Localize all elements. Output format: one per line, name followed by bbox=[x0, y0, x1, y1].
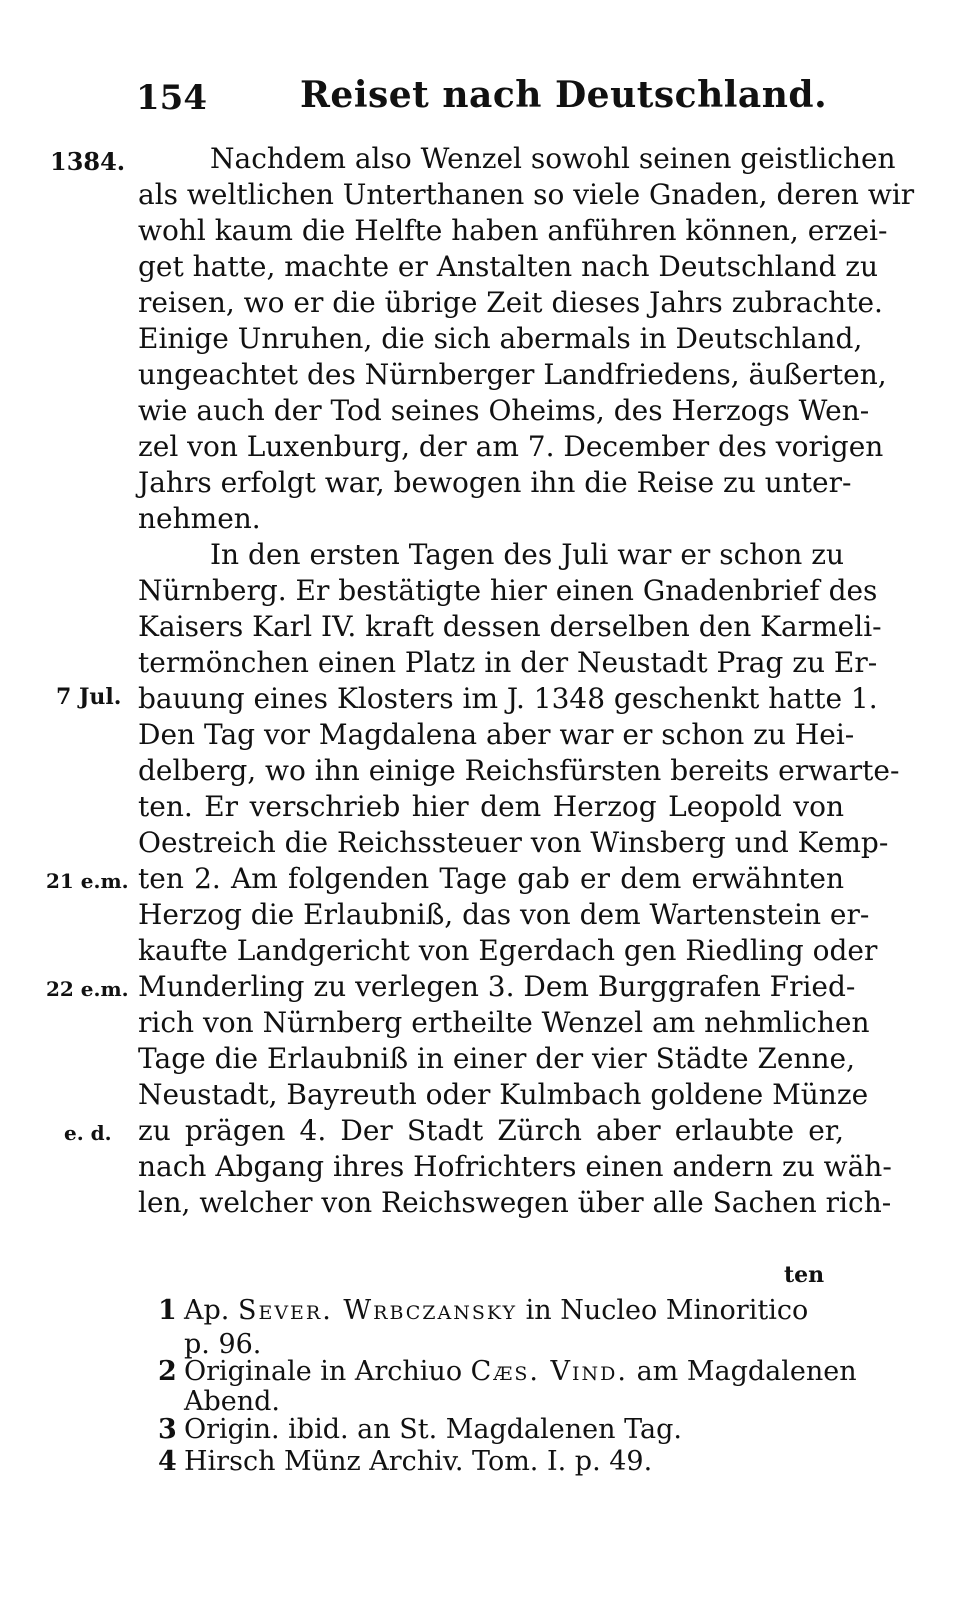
footnote-text: am Magdalenen bbox=[627, 1356, 857, 1387]
text-line: ungeachtet des Nürnberger Landfriedens, äußerten, bbox=[138, 358, 887, 391]
text-line: reisen, wo er die übrige Zeit dieses Jahrs zubrachte. bbox=[138, 286, 883, 319]
text-line: Nachdem also Wenzel sowohl seinen geistlichen bbox=[210, 142, 896, 175]
text-line: bauung eines Klosters im J. 1348 geschenkt hatte 1. bbox=[138, 682, 878, 715]
catchword: ten bbox=[784, 1262, 825, 1288]
footnote-number: 2 bbox=[158, 1356, 177, 1387]
text-line: Einige Unruhen, die sich abermals in Deutschland, bbox=[138, 322, 863, 355]
footnote-number: 1 bbox=[158, 1295, 177, 1326]
footnote-text: Ap. bbox=[184, 1295, 238, 1326]
text-line: nach Abgang ihres Hofrichters einen andern zu wäh- bbox=[138, 1150, 892, 1183]
text-line: Nürnberg. Er bestätigte hier einen Gnadenbrief des bbox=[138, 574, 878, 607]
text-line: zel von Luxenburg, der am 7. December des vorigen bbox=[138, 430, 884, 463]
text-line: Neustadt, Bayreuth oder Kulmbach goldene Münze bbox=[138, 1078, 869, 1111]
footnote-text: in Nucleo Minoritico bbox=[517, 1295, 809, 1326]
text-line: termönchen einen Platz in der Neustadt Prag zu Er- bbox=[138, 646, 878, 679]
footnote-smallcaps: Sever. Wrbczansky bbox=[237, 1295, 518, 1326]
footnote-number: 4 bbox=[158, 1446, 177, 1477]
text-line: Den Tag vor Magdalena aber war er schon zu Hei- bbox=[138, 718, 855, 751]
text-line: delberg, wo ihn einige Reichsfürsten bereits erwarte- bbox=[138, 754, 900, 787]
text-line: Kaisers Karl IV. kraft dessen derselben den Karmeli- bbox=[138, 610, 882, 643]
footnote bbox=[158, 1355, 857, 1389]
footnote bbox=[158, 1294, 808, 1328]
margin-note-year: 1384. bbox=[50, 147, 126, 176]
text-line: Munderling zu verlegen 3. Dem Burggrafen Fried- bbox=[138, 970, 856, 1003]
text-line: get hatte, machte er Anstalten nach Deutschland zu bbox=[138, 250, 879, 283]
text-line: Herzog die Erlaubniß, das von dem Wartenstein er- bbox=[138, 898, 870, 931]
footnote-smallcaps: Cæs. Vind. bbox=[470, 1356, 628, 1387]
text-line: wie auch der Tod seines Oheims, des Herzogs Wen- bbox=[138, 394, 870, 427]
margin-note-ed: e. d. bbox=[64, 1121, 112, 1145]
text-line: ten 2. Am folgenden Tage gab er dem erwähnten bbox=[138, 862, 844, 895]
margin-note-july: 7 Jul. bbox=[56, 684, 122, 710]
text-line: kaufte Landgericht von Egerdach gen Riedling oder bbox=[138, 934, 878, 967]
running-head: Reiset nach Deutschland. bbox=[300, 74, 828, 116]
footnote bbox=[158, 1445, 652, 1479]
text-line: Tage die Erlaubniß in einer der vier Städte Zenne, bbox=[138, 1042, 856, 1075]
text-line: nehmen. bbox=[138, 502, 261, 535]
footnote-number: 3 bbox=[158, 1414, 177, 1445]
text-line: Oestreich die Reichssteuer von Winsberg und Kemp- bbox=[138, 826, 889, 859]
footnote bbox=[158, 1413, 682, 1447]
text-line: rich von Nürnberg ertheilte Wenzel am nehmlichen bbox=[138, 1006, 870, 1039]
margin-note-em1: 21 e.m. bbox=[46, 869, 129, 893]
footnote-text: Origin. ibid. an St. Magdalenen Tag. bbox=[184, 1414, 682, 1445]
text-line: als weltlichen Unterthanen so viele Gnaden, deren wir bbox=[138, 178, 915, 211]
margin-note-em2: 22 e.m. bbox=[46, 977, 129, 1001]
text-line: wohl kaum die Helfte haben anführen können, erzei- bbox=[138, 214, 888, 247]
page-number: 154 bbox=[136, 78, 207, 118]
text-line: Jahrs erfolgt war, bewogen ihn die Reise zu unter- bbox=[138, 466, 852, 499]
footnote-text: Abend. bbox=[184, 1386, 281, 1417]
footnote-text: Originale in Archiuo bbox=[184, 1356, 471, 1387]
text-line: zu prägen 4. Der Stadt Zürch aber erlaubte er, bbox=[138, 1114, 844, 1147]
text-line: len, welcher von Reichswegen über alle Sachen rich- bbox=[138, 1186, 892, 1219]
text-line: ten. Er verschrieb hier dem Herzog Leopold von bbox=[138, 790, 844, 823]
footnote-text: p. 96. bbox=[184, 1329, 262, 1360]
footnote-text: Hirsch Münz Archiv. Tom. I. p. 49. bbox=[184, 1446, 653, 1477]
text-line: In den ersten Tagen des Juli war er schon zu bbox=[210, 538, 844, 571]
